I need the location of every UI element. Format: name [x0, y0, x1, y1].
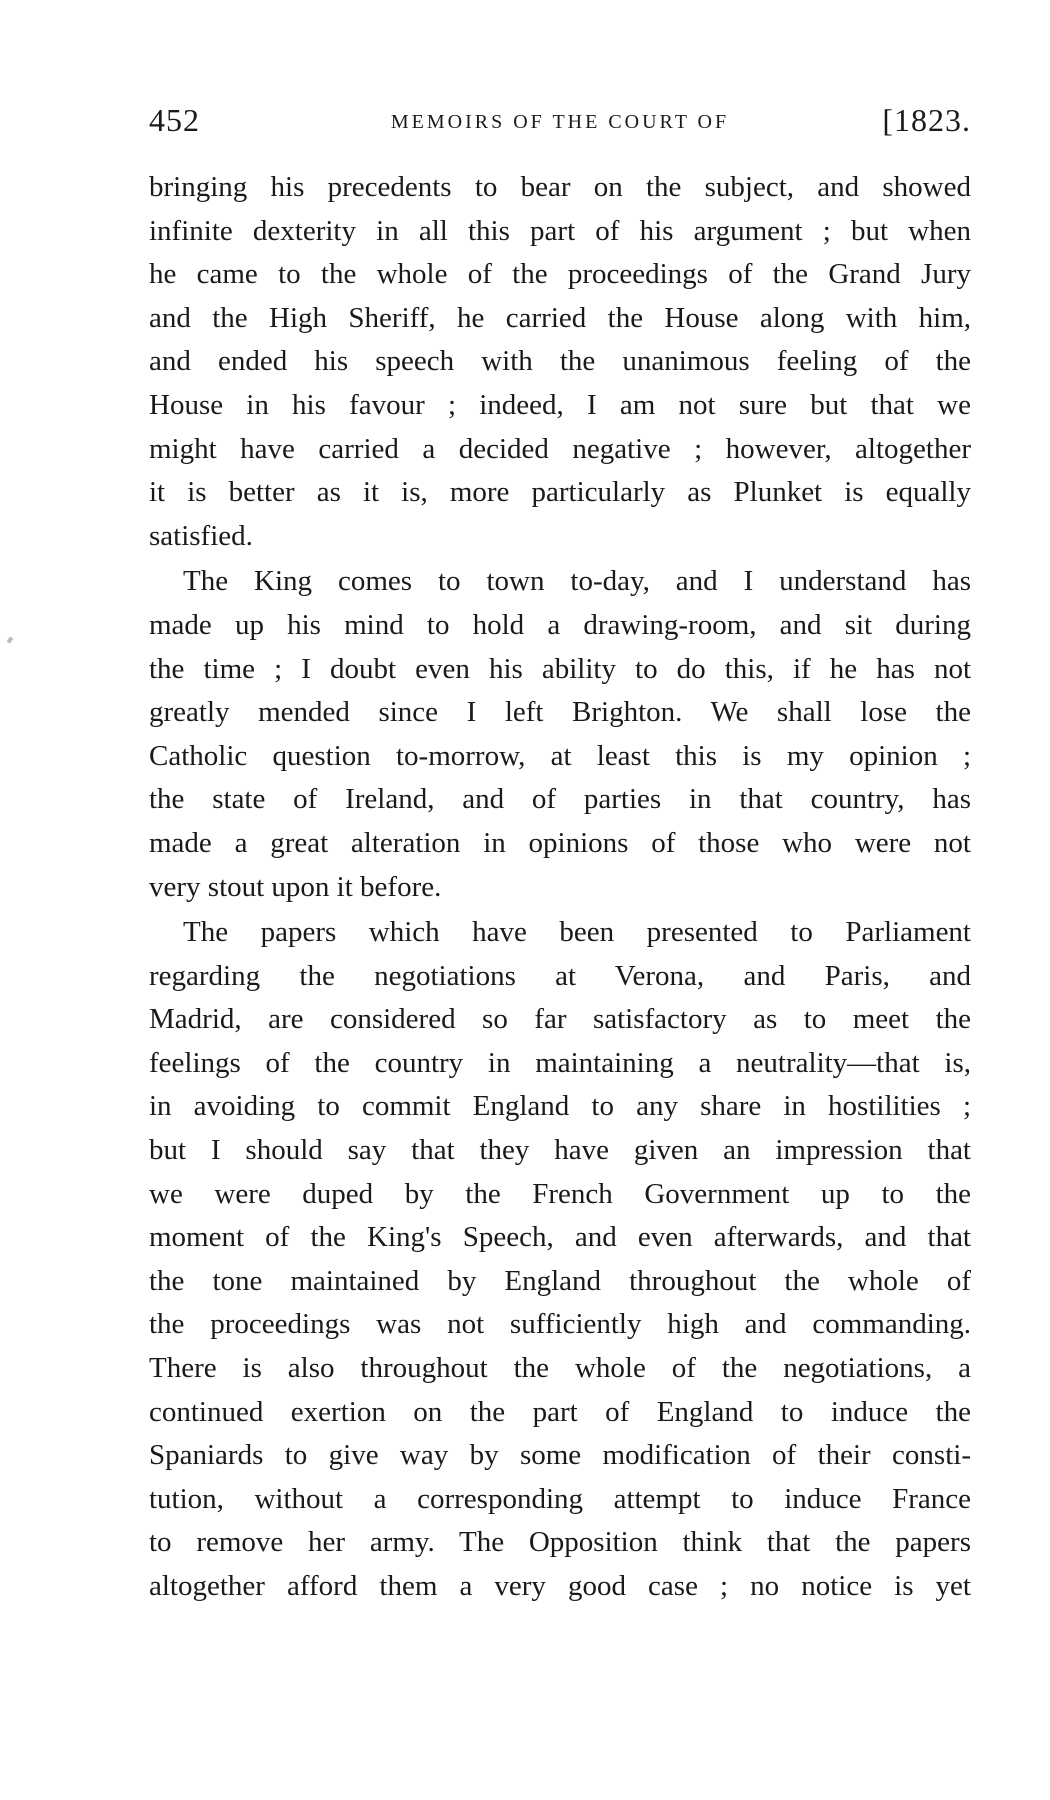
text-line: feelings of the country in maintaining a neutrality—that is, [149, 1046, 971, 1079]
running-title: MEMOIRS OF THE COURT OF [390, 111, 730, 133]
text-line: regarding the negotiations at Verona, and Paris, and [149, 959, 971, 992]
text-line: moment of the King's Speech, and even afterwards, and that [149, 1221, 971, 1254]
text-line: House in his favour ; indeed, I am not sure but that we [149, 388, 971, 421]
text-line: it is better as it is, more particularly as Plunket is equally [149, 476, 971, 509]
page-number: 452 [149, 102, 200, 138]
text-line: and the High Sheriff, he carried the House along with him, [149, 301, 971, 334]
text-line: satisfied. [149, 519, 253, 552]
text-line: Spaniards to give way by some modification of their consti- [149, 1439, 971, 1472]
text-line: There is also throughout the whole of the negotiations, a [149, 1352, 971, 1385]
text-line: tution, without a corresponding attempt to induce France [149, 1482, 971, 1515]
paragraph [149, 911, 971, 1609]
text-line: made up his mind to hold a drawing-room, and sit during [149, 608, 971, 641]
paragraph [149, 166, 971, 558]
paragraph [149, 560, 971, 909]
scan-speck [7, 636, 14, 643]
header-year: [1823. [882, 102, 971, 138]
text-line: made a great alteration in opinions of those who were not [149, 826, 971, 859]
text-line: bringing his precedents to bear on the subject, and showed [149, 171, 971, 203]
text-line: the proceedings was not sufficiently high and commanding. [149, 1308, 971, 1341]
running-header [149, 100, 971, 140]
body-text [149, 166, 971, 1609]
text-line: the state of Ireland, and of parties in that country, has [149, 783, 971, 816]
text-line: very stout upon it before. [149, 870, 442, 903]
text-line: the tone maintained by England throughout the whole of [149, 1264, 971, 1297]
text-line: infinite dexterity in all this part of his argument ; but when [149, 214, 971, 247]
text-line: continued exertion on the part of England to induce the [149, 1395, 971, 1428]
text-line: The King comes to town to-day, and I understand has [183, 565, 971, 598]
text-line: Catholic question to-morrow, at least this is my opinion ; [149, 739, 971, 772]
text-line: Madrid, are considered so far satisfactory as to meet the [149, 1003, 971, 1036]
text-line: in avoiding to commit England to any share in hostilities ; [149, 1090, 971, 1123]
text-line: and ended his speech with the unanimous feeling of the [149, 345, 971, 378]
text-line: to remove her army. The Opposition think that the papers [149, 1526, 971, 1559]
text-line: greatly mended since I left Brighton. We shall lose the [149, 696, 971, 729]
text-line: might have carried a decided negative ; however, altogether [149, 432, 971, 465]
text-line: he came to the whole of the proceedings of the Grand Jury [149, 258, 971, 291]
text-line: but I should say that they have given an impression that [149, 1134, 971, 1167]
text-line: the time ; I doubt even his ability to do this, if he has not [149, 652, 971, 685]
text-line: The papers which have been presented to Parliament [183, 916, 971, 949]
text-line: altogether afford them a very good case ; no notice is yet [149, 1570, 971, 1602]
text-line: we were duped by the French Government up to the [149, 1177, 971, 1210]
